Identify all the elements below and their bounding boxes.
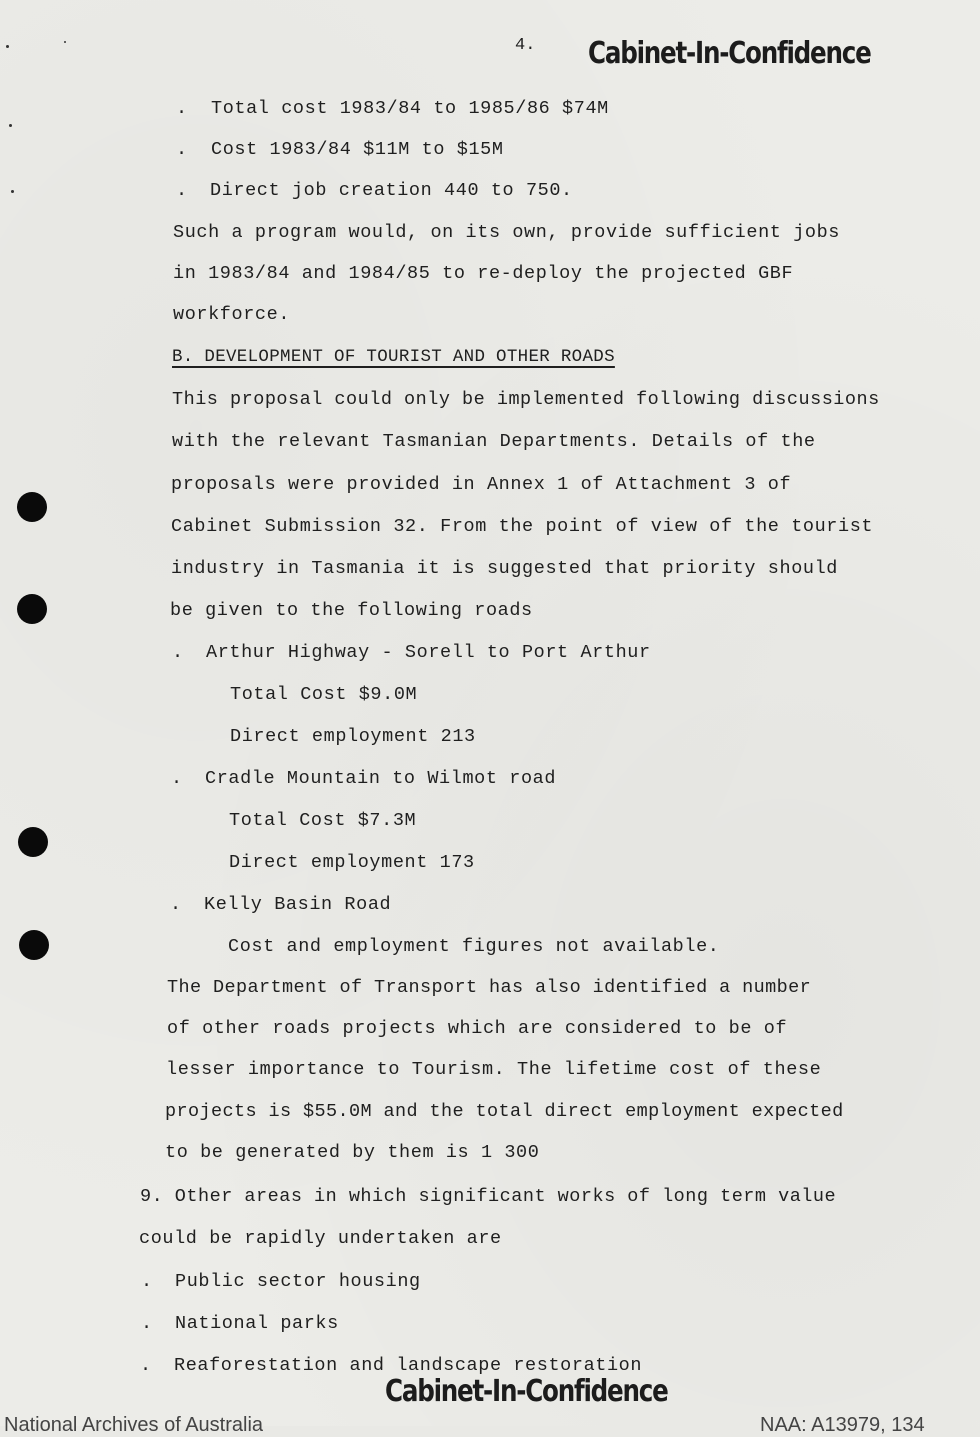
paragraph-line: The Department of Transport has also identified a number — [167, 977, 812, 998]
road-detail: Cost and employment figures not available. — [228, 936, 720, 957]
bullet-marker: . — [172, 642, 184, 663]
paragraph-line: This proposal could only be implemented following discussions — [172, 389, 880, 410]
paragraph-line: projects is $55.0M and the total direct employment expected — [165, 1101, 844, 1122]
scan-speck — [9, 124, 12, 127]
section-b-heading: B. DEVELOPMENT OF TOURIST AND OTHER ROADS — [172, 347, 615, 367]
paragraph-line: of other roads projects which are considered to be of — [167, 1018, 788, 1039]
punch-hole — [18, 827, 48, 857]
cabinet-in-confidence-stamp-bottom: Cabinet-In-Confidence — [385, 1374, 668, 1409]
cost-bullet-item: Total cost 1983/84 to 1985/86 $74M — [211, 98, 609, 119]
road-detail: Direct employment 173 — [229, 852, 475, 873]
road-detail: Total Cost $7.3M — [229, 810, 417, 831]
road-detail: Total Cost $9.0M — [230, 684, 418, 705]
paragraph-line: with the relevant Tasmanian Departments. Details of the — [172, 431, 816, 452]
bullet-marker: . — [171, 768, 183, 789]
bullet-marker: . — [141, 1271, 153, 1292]
paragraph-line: in 1983/84 and 1984/85 to re-deploy the projected GBF — [173, 263, 794, 284]
list-item: National parks — [175, 1313, 339, 1334]
page-number: 4. — [515, 36, 536, 55]
paragraph-line: lesser importance to Tourism. The lifetime cost of these — [166, 1059, 822, 1080]
paragraph-line: proposals were provided in Annex 1 of Attachment 3 of — [171, 474, 792, 495]
paragraph-line: to be generated by them is 1 300 — [165, 1142, 540, 1163]
cost-bullet-item: Cost 1983/84 $11M to $15M — [211, 139, 504, 160]
list-item: Reaforestation and landscape restoration — [174, 1355, 643, 1376]
road-name: Kelly Basin Road — [204, 894, 392, 915]
bullet-marker: . — [170, 894, 182, 915]
list-item: Public sector housing — [175, 1271, 421, 1292]
punch-hole — [17, 492, 47, 522]
road-name: Cradle Mountain to Wilmot road — [205, 768, 557, 789]
bullet-marker: . — [176, 180, 188, 201]
road-detail: Direct employment 213 — [230, 726, 476, 747]
paragraph-line: Such a program would, on its own, provide sufficient jobs — [173, 222, 841, 243]
paragraph-line: 9. Other areas in which significant works of long term value — [140, 1186, 837, 1207]
punch-hole — [17, 594, 47, 624]
paragraph-line: workforce. — [173, 304, 291, 325]
scan-speck — [11, 190, 14, 193]
road-name: Arthur Highway - Sorell to Port Arthur — [206, 642, 651, 663]
paragraph-line: industry in Tasmania it is suggested that priority should — [171, 558, 839, 579]
scan-speck — [64, 41, 66, 43]
archive-footer-right: NAA: A13979, 134 — [760, 1414, 925, 1436]
paragraph-line: could be rapidly undertaken are — [139, 1228, 502, 1249]
archive-footer-left: National Archives of Australia — [4, 1414, 264, 1436]
scan-speck — [6, 45, 9, 48]
bullet-marker: . — [176, 139, 188, 160]
cabinet-in-confidence-stamp-top: Cabinet-In-Confidence — [588, 36, 871, 71]
paragraph-line: be given to the following roads — [170, 600, 533, 621]
paragraph-line: Cabinet Submission 32. From the point of view of the tourist — [171, 516, 874, 537]
punch-hole — [19, 930, 49, 960]
bullet-marker: . — [141, 1313, 153, 1334]
bullet-marker: . — [140, 1355, 152, 1376]
cost-bullet-item: Direct job creation 440 to 750. — [210, 180, 573, 201]
bullet-marker: . — [176, 98, 188, 119]
